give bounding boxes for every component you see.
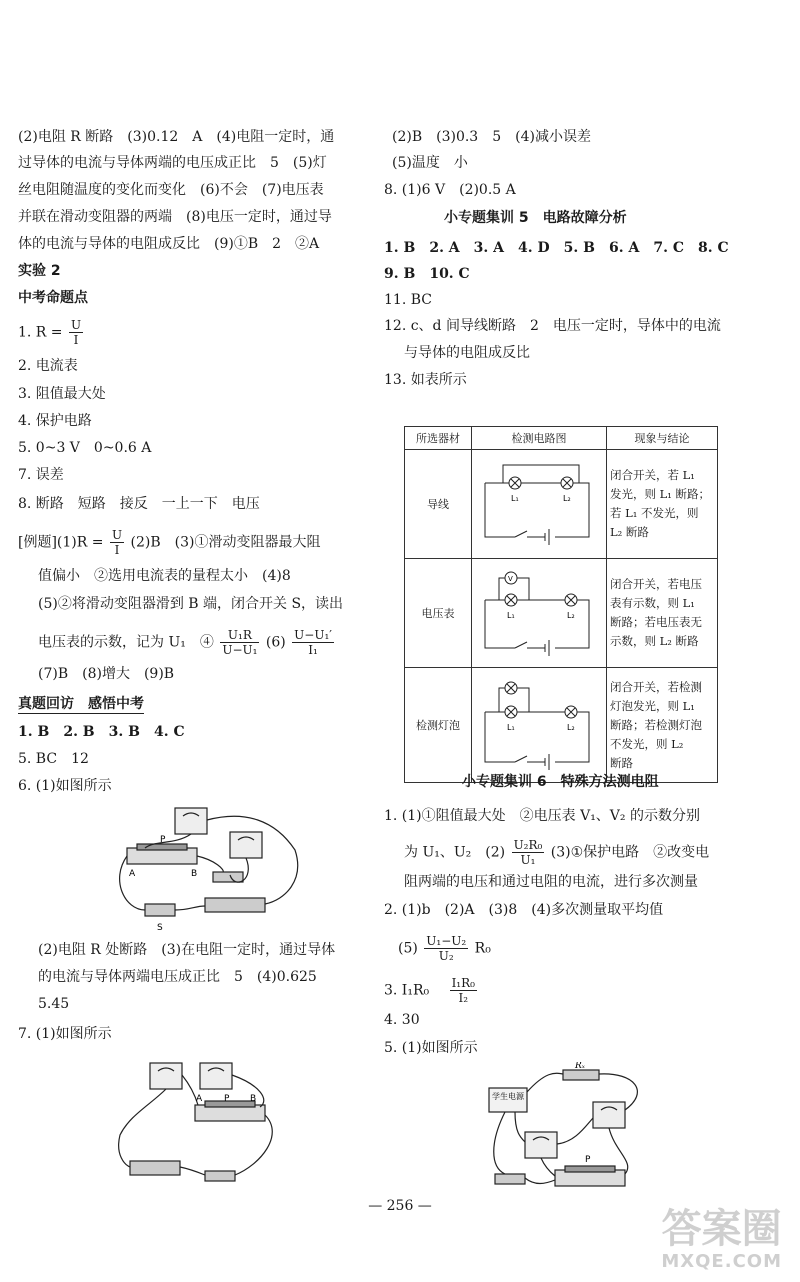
circuit-diagram-cell bbox=[472, 668, 607, 783]
section-heading: 小专题集训 6 特殊方法测电阻 bbox=[462, 774, 659, 790]
answer-line: 5. BC 12 bbox=[18, 751, 89, 767]
table-cell: 闭合开关，若 L₁ 发光，则 L₁ 断路； 若 L₁ 不发光，则 L₂ 断路 bbox=[607, 450, 718, 559]
watermark-logo: 答案圈 MXQE.COM bbox=[661, 1206, 782, 1272]
answer-line: (2)电阻 R 处断路 (3)在电阻一定时，通过导体 bbox=[38, 942, 336, 958]
svg-text:L₁: L₁ bbox=[507, 610, 515, 620]
answer-line: 2. 电流表 bbox=[18, 358, 78, 374]
answer-line: 5. 0~3 V 0~0.6 A bbox=[18, 440, 152, 456]
answer-line: 与导体的电阻成反比 bbox=[404, 345, 530, 361]
rx-label: Rₓ bbox=[575, 1062, 585, 1071]
section-heading: 实验 2 bbox=[18, 263, 61, 279]
label-B: B bbox=[250, 1094, 257, 1104]
circuit-diagram-cell bbox=[472, 559, 607, 668]
answer-line: 的电流与导体两端电压成正比 5 (4)0.625 bbox=[38, 969, 317, 985]
answer-line: 11. BC bbox=[384, 292, 432, 308]
answer-line: 1. B 2. B 3. B 4. C bbox=[18, 724, 185, 740]
svg-text:L₂: L₂ bbox=[567, 722, 575, 732]
answer-line: 7. 误差 bbox=[18, 467, 64, 483]
label-P: P bbox=[224, 1094, 230, 1104]
fraction: $\frac{\text{U−U₁′}}{\text{I₁}}$ bbox=[294, 628, 332, 657]
answer-line: (2)B (3)0.3 5 (4)减小误差 bbox=[392, 129, 591, 145]
label-S: S bbox=[157, 923, 163, 933]
table-header: 现象与结论 bbox=[607, 427, 718, 450]
answer-line: 4. 30 bbox=[384, 1012, 420, 1028]
answer-line: 体的电流与导体的电阻成反比 (9)①B 2 ②A bbox=[18, 236, 320, 252]
answer-line: 8. (1)6 V (2)0.5 A bbox=[384, 182, 516, 198]
page-number: — 256 — bbox=[368, 1198, 432, 1214]
svg-text:L₁: L₁ bbox=[511, 493, 519, 503]
fraction: $\frac{U}{I}$ bbox=[70, 318, 82, 347]
table-cell: 闭合开关，若检测 灯泡发光，则 L₁ 断路；若检测灯泡 不发光，则 L₂ 断路 bbox=[607, 668, 718, 783]
answer-line: 13. 如表所示 bbox=[384, 372, 467, 388]
answer-line: 4. 保护电路 bbox=[18, 413, 92, 429]
answer-text: 1. R = bbox=[18, 324, 63, 341]
answer-line: 8. 断路 短路 接反 一上一下 电压 bbox=[18, 496, 260, 512]
answer-line: 为 U₁、U₂ (2) $\frac{\text{U₂R₀}}{\text{U₁}}$ (3)①保护电路 ②改变电 bbox=[404, 838, 710, 867]
table-cell: 检测灯泡 bbox=[405, 668, 472, 783]
answer-line: 2. (1)b (2)A (3)8 (4)多次测量取平均值 bbox=[384, 902, 664, 918]
circuit-figure-7 bbox=[110, 1055, 290, 1195]
answer-line: 过导体的电流与导体两端的电压成正比 5 (5)灯 bbox=[18, 155, 327, 171]
answer-line bbox=[18, 318, 85, 347]
circuit-diagram-wire bbox=[475, 455, 599, 551]
answer-line: 并联在滑动变阻器的两端 (8)电压一定时，通过导 bbox=[18, 209, 332, 225]
circuit-diagram-test-lamp bbox=[475, 674, 599, 774]
answer-line: 7. (1)如图所示 bbox=[18, 1026, 112, 1042]
svg-text:L₁: L₁ bbox=[507, 722, 515, 732]
fraction: $\frac{\text{U₁−U₂}}{\text{U₂}}$ bbox=[426, 934, 467, 963]
example-line: [例题](1)R = $\frac{U}{I}$ (2)B (3)①滑动变阻器最大阻 bbox=[18, 528, 321, 557]
answer-line: 1. B 2. A 3. A 4. D 5. B 6. A 7. C 8. C bbox=[384, 240, 729, 256]
fraction: $\frac{\text{U₂R₀}}{\text{U₁}}$ bbox=[513, 838, 543, 867]
answer-line: 12. c、d 间导线断路 2 电压一定时，导体中的电流 bbox=[384, 318, 721, 334]
answer-line: (2)电阻 R 断路 (3)0.12 A (4)电阻一定时，通 bbox=[18, 129, 335, 145]
answer-line: 丝电阻随温度的变化而变化 (6)不会 (7)电压表 bbox=[18, 182, 324, 198]
fault-analysis-table bbox=[404, 426, 718, 783]
circuit-diagram-voltmeter bbox=[475, 564, 599, 660]
section-heading: 真题回访 感悟中考 bbox=[18, 696, 144, 712]
label-P: P bbox=[160, 835, 166, 845]
table-cell: 电压表 bbox=[405, 559, 472, 668]
circuit-figure-6 bbox=[105, 800, 335, 935]
example-line: 电压表的示数，记为 U₁ ④ $\frac{\text{U₁R}}{\text{U−U₁}}$ (6) $\frac{\text{U−U₁′}}{\text{I₁}}$ bbox=[38, 628, 332, 657]
answer-line: (5)温度 小 bbox=[392, 155, 468, 171]
answer-line: 3. I₁R₀ $\frac{\text{I₁R₀}}{\text{I₂}}$ bbox=[384, 976, 475, 1005]
label-A: A bbox=[196, 1094, 203, 1104]
label-P: P bbox=[585, 1155, 591, 1165]
example-line: 值偏小 ②选用电流表的量程太小 (4)8 bbox=[38, 568, 291, 584]
section-heading: 小专题集训 5 电路故障分析 bbox=[444, 210, 627, 226]
answer-line: 6. (1)如图所示 bbox=[18, 778, 112, 794]
fraction: $\frac{\text{U₁R}}{\text{U−U₁}}$ bbox=[222, 628, 258, 657]
example-line: (7)B (8)增大 (9)B bbox=[38, 666, 175, 682]
svg-text:L₂: L₂ bbox=[563, 493, 571, 503]
fraction: $\frac{U}{I}$ bbox=[111, 528, 123, 557]
label-B: B bbox=[191, 869, 198, 879]
answer-line: 5.45 bbox=[38, 996, 70, 1012]
circuit-diagram-cell bbox=[472, 450, 607, 559]
svg-text:V: V bbox=[508, 574, 513, 583]
answer-line: (5) $\frac{\text{U₁−U₂}}{\text{U₂}}$ R₀ bbox=[398, 934, 491, 963]
table-header: 检测电路图 bbox=[472, 427, 607, 450]
table-cell: 闭合开关，若电压 表有示数，则 L₁ 断路；若电压表无 示数，则 L₂ 断路 bbox=[607, 559, 718, 668]
answer-line: 1. (1)①阻值最大处 ②电压表 V₁、V₂ 的示数分别 bbox=[384, 808, 700, 824]
answer-line: 阻两端的电压和通过电阻的电流，进行多次测量 bbox=[404, 874, 698, 890]
table-header: 所选器材 bbox=[405, 427, 472, 450]
table-row bbox=[405, 668, 718, 783]
answer-line: 9. B 10. C bbox=[384, 266, 470, 282]
table-header-row bbox=[405, 427, 718, 450]
power-supply-label: 学生电源 bbox=[492, 1092, 524, 1101]
section-heading: 中考命题点 bbox=[18, 290, 88, 306]
table-row bbox=[405, 559, 718, 668]
table-cell: 导线 bbox=[405, 450, 472, 559]
svg-text:L₂: L₂ bbox=[567, 610, 575, 620]
label-A: A bbox=[129, 869, 136, 879]
fraction: $\frac{\text{I₁R₀}}{\text{I₂}}$ bbox=[451, 976, 475, 1005]
example-line: (5)②将滑动变阻器滑到 B 端，闭合开关 S，读出 bbox=[38, 596, 344, 612]
table-row bbox=[405, 450, 718, 559]
circuit-figure-5 bbox=[485, 1062, 660, 1197]
answer-line: 5. (1)如图所示 bbox=[384, 1040, 478, 1056]
answer-line: 3. 阻值最大处 bbox=[18, 386, 106, 402]
